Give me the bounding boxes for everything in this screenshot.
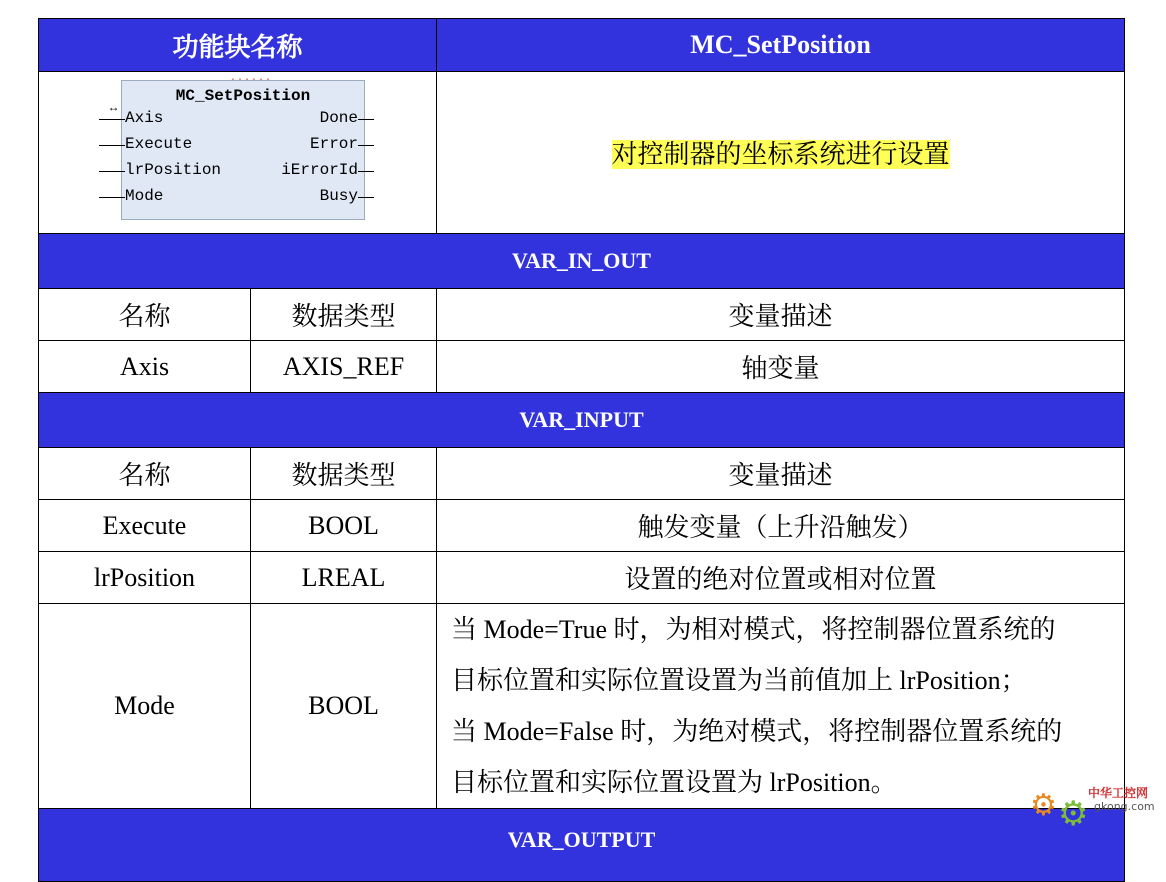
- table-row: [39, 552, 1125, 604]
- table-row: [39, 500, 1125, 552]
- gear-icon: ⚙: [1030, 789, 1057, 822]
- var-name: lrPosition: [39, 552, 251, 604]
- var-desc: 设置的绝对位置或相对位置: [437, 552, 1125, 604]
- in-out-arrow-icon: ↔: [110, 101, 118, 115]
- pin-output-error: Error: [310, 135, 358, 153]
- col-type: 数据类型: [251, 448, 437, 500]
- marker-dots: ......: [230, 73, 273, 84]
- var-name: Execute: [39, 500, 251, 552]
- var-desc-multiline: [437, 604, 1125, 809]
- var-desc: 轴变量: [437, 341, 1125, 393]
- section-title: VAR_INPUT: [39, 393, 1125, 448]
- var-desc: 触发变量（上升沿触发）: [437, 500, 1125, 552]
- var-name: Mode: [39, 604, 251, 809]
- pin-input-lrposition: lrPosition: [125, 161, 221, 179]
- watermark-text: 中华工控网: [1088, 786, 1149, 800]
- table-row-mode: [39, 604, 1125, 809]
- watermark-logo: [1030, 778, 1158, 836]
- watermark-url: gkong.com: [1094, 800, 1155, 813]
- section-var-in-out: [39, 234, 1125, 289]
- var-type: LREAL: [251, 552, 437, 604]
- pin-input-execute: Execute: [125, 135, 192, 153]
- col-type: 数据类型: [251, 289, 437, 341]
- table-row: [39, 341, 1125, 393]
- desc-line: 目标位置和实际位置设置为当前值加上 lrPosition；: [451, 666, 1027, 695]
- section-title: VAR_IN_OUT: [39, 234, 1125, 289]
- desc-line: 当 Mode=True 时，为相对模式，将控制器位置系统的: [451, 615, 1056, 644]
- var-type: AXIS_REF: [251, 341, 437, 393]
- block-summary-cell: [437, 72, 1125, 234]
- col-desc: 变量描述: [437, 448, 1125, 500]
- header-right-cell: MC_SetPosition: [437, 19, 1125, 72]
- block-name: MC_SetPosition: [175, 87, 311, 105]
- section-var-output: [39, 809, 1125, 882]
- desc-line: 目标位置和实际位置设置为 lrPosition。: [451, 768, 897, 797]
- block-summary: 对控制器的坐标系统进行设置: [611, 140, 950, 169]
- col-name: 名称: [39, 448, 251, 500]
- header-row: [39, 19, 1125, 72]
- var-type: BOOL: [251, 500, 437, 552]
- var-name: Axis: [39, 341, 251, 393]
- block-diagram-row: [39, 72, 1125, 234]
- header-left-cell: 功能块名称: [39, 19, 437, 72]
- pin-output-busy: Busy: [320, 187, 358, 205]
- function-block-table: [38, 18, 1125, 882]
- var-type: BOOL: [251, 604, 437, 809]
- column-header-row: [39, 448, 1125, 500]
- pin-input-mode: Mode: [125, 187, 163, 205]
- column-header-row: [39, 289, 1125, 341]
- pin-output-ierrorid: iErrorId: [281, 161, 358, 179]
- block-diagram-cell: [39, 72, 437, 234]
- function-block-diagram: [110, 73, 365, 220]
- col-desc: 变量描述: [437, 289, 1125, 341]
- section-var-input: [39, 393, 1125, 448]
- gear-icon: ⚙: [1058, 796, 1089, 833]
- section-title: VAR_OUTPUT: [39, 809, 1125, 882]
- col-name: 名称: [39, 289, 251, 341]
- pin-output-done: Done: [320, 109, 358, 127]
- desc-line: 当 Mode=False 时，为绝对模式，将控制器位置系统的: [451, 717, 1063, 746]
- pin-input-axis: Axis: [125, 109, 163, 127]
